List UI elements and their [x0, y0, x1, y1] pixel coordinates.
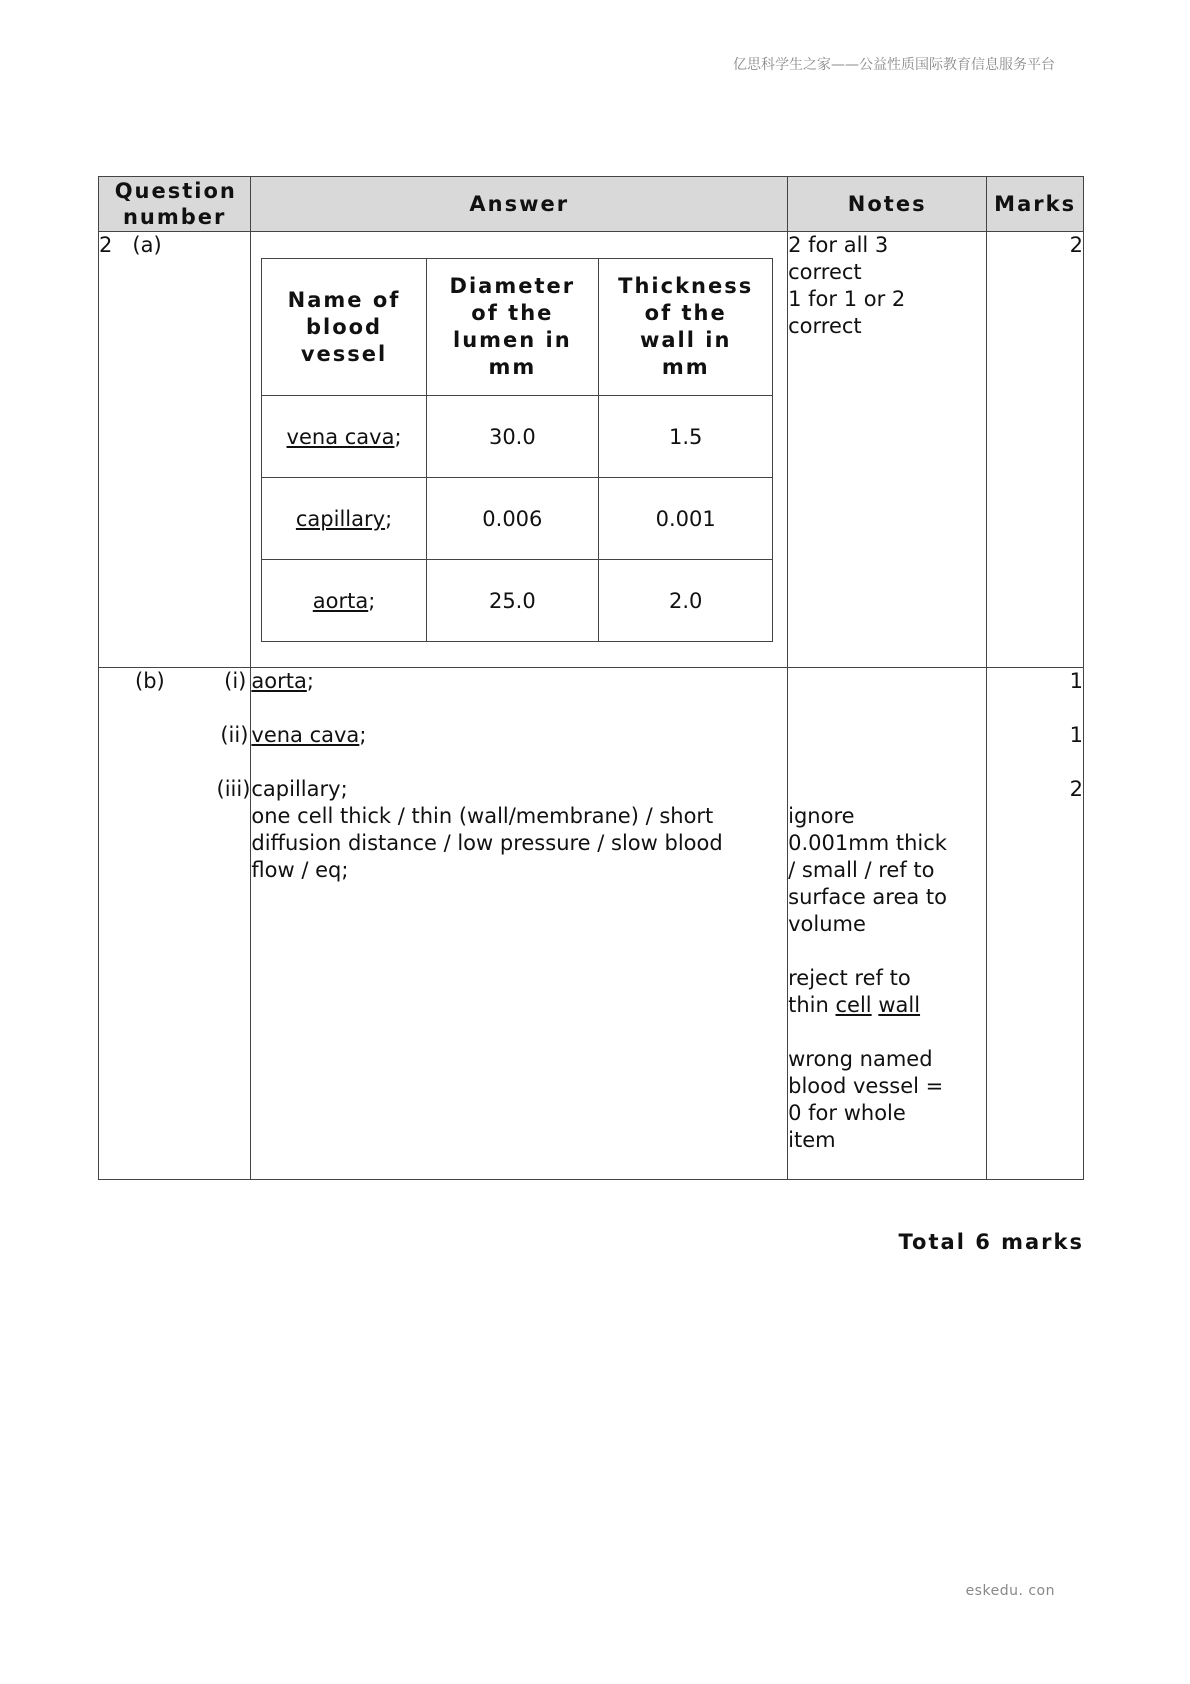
question-2b-labels — [99, 668, 251, 1180]
question-2a-label: 2 (a) — [99, 232, 251, 668]
answer-2a-cell — [251, 232, 788, 668]
marks-b-i: 1 — [1069, 669, 1083, 693]
vessel-diameter: 25.0 — [426, 560, 598, 642]
header-marks: Marks — [987, 177, 1084, 232]
total-marks: Total 6 marks — [898, 1230, 1084, 1254]
vessel-name: vena cava; — [262, 396, 426, 478]
vessel-thickness: 1.5 — [599, 396, 773, 478]
header-question-number: Question number — [99, 177, 251, 232]
header-lumen-diameter: Diameter of the lumen in mm — [426, 259, 598, 396]
question-2a-row — [99, 232, 1084, 668]
header-note: 亿思科学生之家——公益性质国际教育信息服务平台 — [733, 57, 1055, 73]
vessel-name: capillary; — [262, 478, 426, 560]
vessel-diameter: 0.006 — [426, 478, 598, 560]
answer-iii-first: capillary; — [251, 777, 348, 801]
vessel-row — [262, 396, 773, 478]
notes-2a: 2 for all 3 correct 1 for 1 or 2 correct — [788, 232, 987, 668]
question-2b-row — [99, 668, 1084, 1180]
header-wall-thickness: Thickness of the wall in mm — [599, 259, 773, 396]
vessel-name: aorta; — [262, 560, 426, 642]
answer-iii-line: one cell thick / thin (wall/membrane) / short — [251, 804, 714, 828]
vessel-thickness: 2.0 — [599, 560, 773, 642]
vessel-thickness: 0.001 — [599, 478, 773, 560]
blood-vessel-header-row — [262, 259, 773, 396]
notes-2b: ignore 0.001mm thick / small / ref to surface area to volume reject ref to thin cell wall wrong named blood vessel = 0 for whole item — [788, 668, 987, 1180]
header-vessel-name: Name of blood vessel — [262, 259, 426, 396]
marks-2b — [987, 668, 1084, 1180]
vessel-row — [262, 478, 773, 560]
answer-iii-line: diffusion distance / low pressure / slow blood — [251, 831, 723, 855]
header-answer: Answer — [251, 177, 788, 232]
vessel-row — [262, 560, 773, 642]
mark-scheme-table — [98, 176, 1084, 1180]
header-notes: Notes — [788, 177, 987, 232]
sub-i-label: (i) — [224, 669, 247, 693]
sub-ii-label: (ii) — [220, 723, 249, 747]
answer-iii-line: flow / eq; — [251, 858, 349, 882]
marks-b-iii: 2 — [1069, 777, 1083, 801]
answer-2b-cell — [251, 668, 788, 1180]
marks-b-ii: 1 — [1069, 723, 1083, 747]
footer-note: eskedu. con — [965, 1583, 1055, 1599]
answer-ii: vena cava; — [251, 723, 367, 747]
sub-iii-label: (iii) — [216, 777, 251, 801]
part-b-label: (b) — [135, 669, 165, 693]
blood-vessel-table — [261, 258, 773, 642]
marks-2a: 2 — [987, 232, 1084, 668]
vessel-diameter: 30.0 — [426, 396, 598, 478]
answer-i: aorta; — [251, 669, 314, 693]
header-row — [99, 177, 1084, 232]
